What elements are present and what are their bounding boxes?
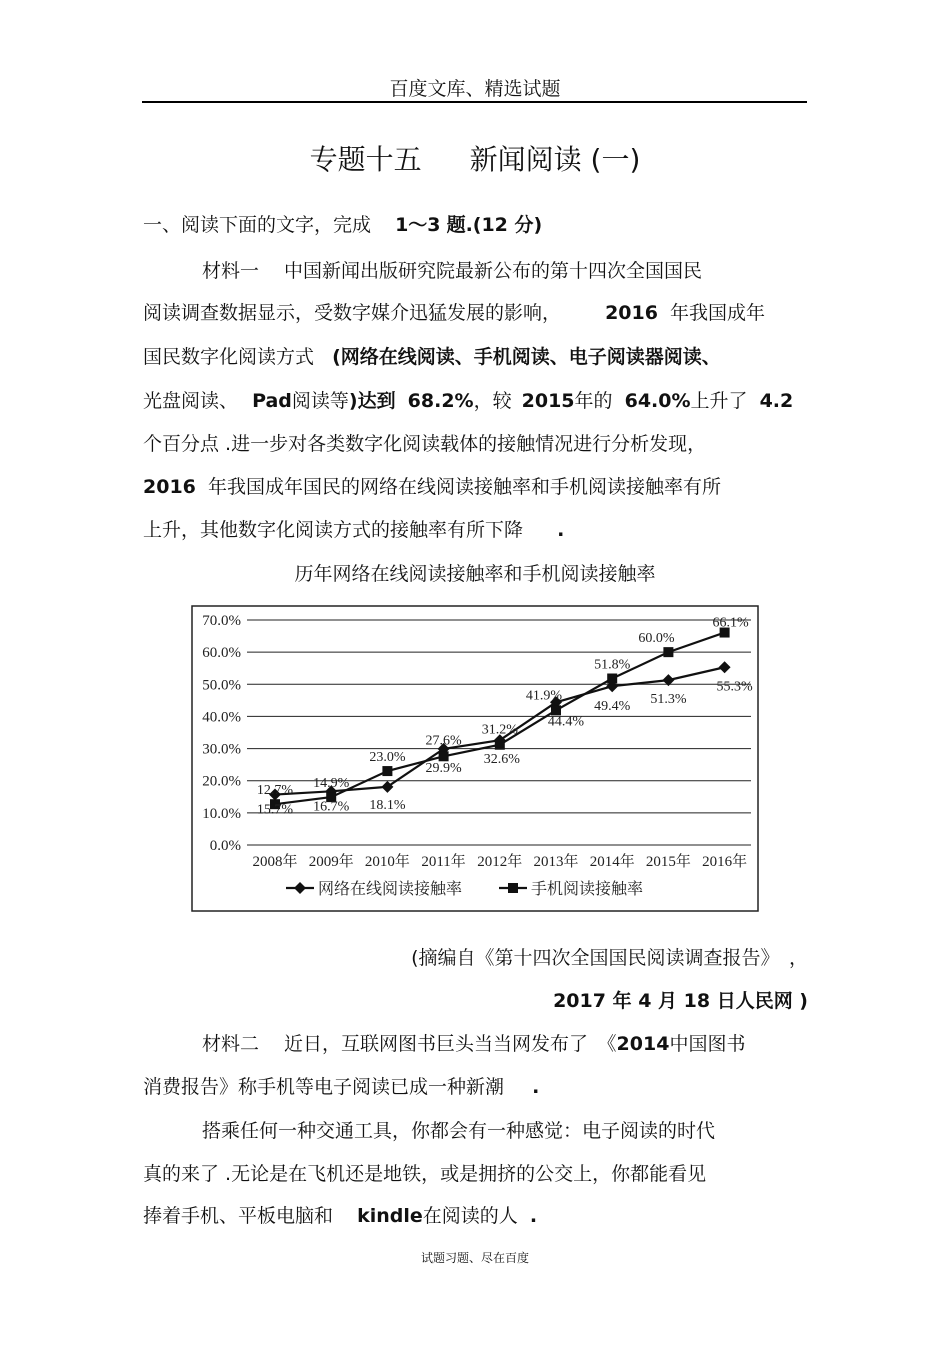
page-title [0, 138, 950, 178]
square-marker [495, 740, 505, 750]
y-tick-label: 20.0% [202, 773, 241, 790]
text: 材料二 近日，互联网图书巨头当当网发布了 《 [202, 1033, 617, 1055]
text: . [529, 1205, 538, 1227]
section-heading [143, 210, 542, 237]
legend-label: 手机阅读接触率 [531, 879, 644, 898]
data-label: 29.9% [425, 760, 462, 776]
x-tick-label: 2008年 [252, 854, 298, 870]
year-2016: 2016 [143, 476, 196, 498]
data-label: 27.6% [425, 733, 462, 749]
text: ，较 [473, 390, 512, 412]
para1-line2 [143, 298, 765, 325]
kindle-text: kindle [357, 1205, 423, 1227]
legend-label: 网络在线阅读接触率 [318, 879, 463, 898]
para2-line1 [202, 1029, 745, 1056]
header-rule [142, 101, 807, 103]
value-4-2: 4.2 [759, 390, 794, 412]
x-tick-label: 2012年 [477, 854, 523, 870]
source-line1: (摘编自《第十四次全国国民阅读调查报告》 ， [411, 947, 808, 969]
y-tick-label: 40.0% [202, 709, 241, 726]
y-tick-label: 60.0% [202, 645, 241, 662]
square-marker [663, 647, 673, 657]
text: 阅读等 [291, 390, 349, 412]
data-label: 44.4% [547, 714, 585, 730]
legend-square-icon [508, 883, 518, 893]
data-label: 14.9% [313, 776, 350, 792]
para1-line3 [143, 342, 721, 369]
square-marker [382, 766, 392, 776]
text: 年我国成年国民的网络在线阅读接触率和手机阅读接触率有所 [207, 476, 721, 498]
para2-line2 [143, 1072, 539, 1099]
data-label: 51.3% [650, 692, 687, 708]
y-tick-label: 10.0% [202, 805, 241, 822]
text: )达到 [348, 390, 396, 412]
text: 上升，其他数字化阅读方式的接触率有所下降 [143, 519, 524, 541]
text: 消费报告》称手机等电子阅读已成一种新潮 [143, 1076, 505, 1098]
data-label: 55.3% [716, 679, 753, 695]
para1-line4 [143, 386, 793, 413]
section-prefix: 一、阅读下面的文字，完成 [143, 214, 372, 236]
x-tick-label: 2014年 [589, 854, 635, 870]
data-label: 49.4% [594, 699, 631, 715]
para1-line6 [143, 472, 721, 499]
data-label: 23.0% [369, 750, 406, 766]
data-label: 66.1% [712, 615, 749, 631]
y-tick-label: 30.0% [202, 741, 241, 758]
para1-line3-paren: (网络在线阅读、手机阅读、电子阅读器阅读、 [332, 346, 721, 368]
para3-line3 [143, 1201, 537, 1228]
page-header: 百度文库、精选试题 [389, 78, 561, 100]
para1-line3-text: 国民数字化阅读方式 [143, 346, 315, 368]
section-suffix: 题.(12 分) [446, 214, 543, 236]
para1-line2-text: 阅读调查数据显示，受数字媒介迅猛发展的影响， [143, 302, 562, 324]
square-marker [439, 751, 449, 761]
title-main: 专题十五 [309, 143, 422, 176]
line-chart [191, 605, 759, 913]
para1-line5: 个百分点 .进一步对各类数字化阅读载体的接触情况进行分析发现， [143, 433, 707, 455]
x-tick-label: 2016年 [702, 854, 748, 870]
text: 光盘阅读、 [143, 390, 239, 412]
data-label: 15.7% [256, 802, 294, 818]
text: . [557, 519, 565, 541]
square-marker [607, 674, 617, 684]
section-range: 1～3 [395, 214, 441, 236]
year-2015: 2015 [521, 390, 575, 412]
para1-line7 [143, 515, 564, 542]
x-tick-label: 2015年 [645, 854, 691, 870]
y-tick-label: 0.0% [209, 838, 241, 854]
data-label: 16.7% [313, 799, 350, 815]
text: 在阅读的人 [422, 1205, 518, 1227]
para1-line1: 材料一 中国新闻出版研究院最新公布的第十四次全国国民 [202, 260, 703, 282]
year-2014: 2014 [616, 1033, 670, 1055]
y-tick-label: 50.0% [202, 677, 241, 694]
text: . [532, 1076, 540, 1098]
data-label: 31.2% [481, 722, 518, 738]
x-tick-label: 2011年 [421, 854, 466, 870]
chart-caption: 历年网络在线阅读接触率和手机阅读接触率 [294, 563, 656, 585]
text: 中国图书 [669, 1033, 746, 1055]
source-line2: 2017 年 4 月 18 日人民网 ) [553, 990, 808, 1012]
data-label: 12.7% [256, 783, 294, 799]
y-tick-label: 70.0% [202, 613, 241, 629]
x-tick-label: 2009年 [308, 854, 354, 870]
para3-line2: 真的来了 .无论是在飞机还是地铁，或是拥挤的公交上，你都能看见 [143, 1163, 707, 1185]
text: 上升了 [690, 390, 748, 412]
title-sub: 新闻阅读 (一) [469, 143, 641, 176]
text: 年的 [574, 390, 613, 412]
x-tick-label: 2013年 [533, 854, 579, 870]
data-label: 51.8% [594, 657, 631, 673]
page-footer: 试题习题、尽在百度 [420, 1251, 529, 1265]
value-64-0: 64.0% [624, 390, 691, 412]
data-label: 60.0% [638, 631, 675, 647]
data-label: 41.9% [525, 688, 563, 704]
data-label: 18.1% [369, 797, 406, 813]
pad-text: Pad [252, 390, 292, 412]
value-68-2: 68.2% [407, 390, 474, 412]
para1-line2-tail: 年我国成年 [670, 302, 766, 324]
para3-line1: 搭乘任何一种交通工具，你都会有一种感觉：电子阅读的时代 [202, 1120, 716, 1142]
text: 捧着手机、平板电脑和 [143, 1205, 334, 1227]
data-label: 32.6% [483, 752, 520, 768]
year-2016: 2016 [605, 302, 658, 324]
x-tick-label: 2010年 [364, 854, 410, 870]
